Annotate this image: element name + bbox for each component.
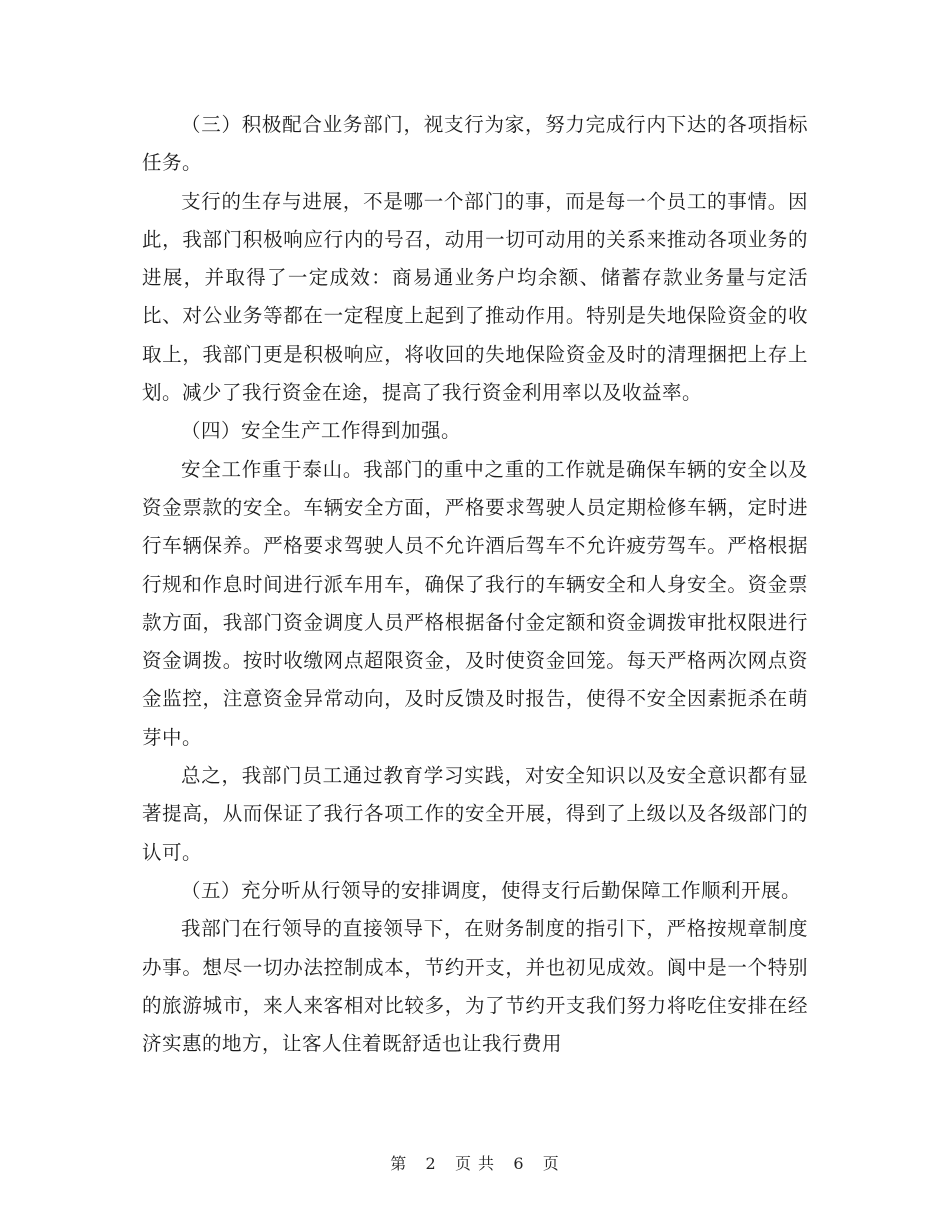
paragraph-section-4-heading: （四）安全生产工作得到加强。 — [181, 419, 462, 443]
paragraph-business-development: 支行的生存与进展，不是哪一个部门的事，而是每一个员工的事情。因此，我部门积极响应行内的号召，动用一切可动用的关系来推动各项业务的进展，并取得了一定成效：商易通业务户均余额、储蓄存款业务量与定活比、对公业务等都在一定程度上起到了推动作用。特别是失地保险资金的收取上，我部门更是积极响应，将收回的失地保险资金及时的清理捆把上存上划。减少了我行资金在途，提高了我行资金利用率以及收益率。 — [142, 189, 808, 405]
footer-current-page: 2 — [425, 1154, 437, 1173]
footer-page-prefix: 第 — [390, 1154, 408, 1173]
paragraph-cost-control: 我部门在行领导的直接领导下，在财务制度的指引下，严格按规章制度办事。想尽一切办法控制成本，节约开支，并也初见成效。阆中是一个特别的旅游城市，来人来客相对比较多，为了节约开支我们努力将吃住安排在经济实惠的地方，让客人住着既舒适也让我行费用 — [142, 917, 808, 1056]
paragraph-section-3-heading: （三）积极配合业务部门，视支行为家，努力完成行内下达的各项指标任务。 — [142, 113, 808, 175]
footer-page-suffix: 页 — [542, 1154, 560, 1173]
footer-total-pages: 6 — [513, 1154, 525, 1173]
paragraph-summary: 总之，我部门员工通过教育学习实践，对安全知识以及安全意识都有显著提高，从而保证了我行各项工作的安全开展，得到了上级以及各级部门的认可。 — [142, 764, 808, 864]
page-footer — [0, 1151, 950, 1174]
footer-page-middle: 页 共 — [454, 1154, 496, 1173]
document-body — [142, 106, 808, 1063]
paragraph-safety-work: 安全工作重于泰山。我部门的重中之重的工作就是确保车辆的安全以及资金票款的安全。车辆安全方面，严格要求驾驶人员定期检修车辆，定时进行车辆保养。严格要求驾驶人员不允许酒后驾车不允许疲劳驾车。严格根据行规和作息时间进行派车用车，确保了我行的车辆安全和人身安全。资金票款方面，我部门资金调度人员严格根据备付金定额和资金调拨审批权限进行资金调拨。按时收缴网点超限资金，及时使资金回笼。每天严格两次网点资金监控，注意资金异常动向，及时反馈及时报告，使得不安全因素扼杀在萌芽中。 — [142, 457, 808, 749]
paragraph-section-5-heading: （五）充分听从行领导的安排调度，使得支行后勤保障工作顺利开展。 — [181, 878, 802, 902]
